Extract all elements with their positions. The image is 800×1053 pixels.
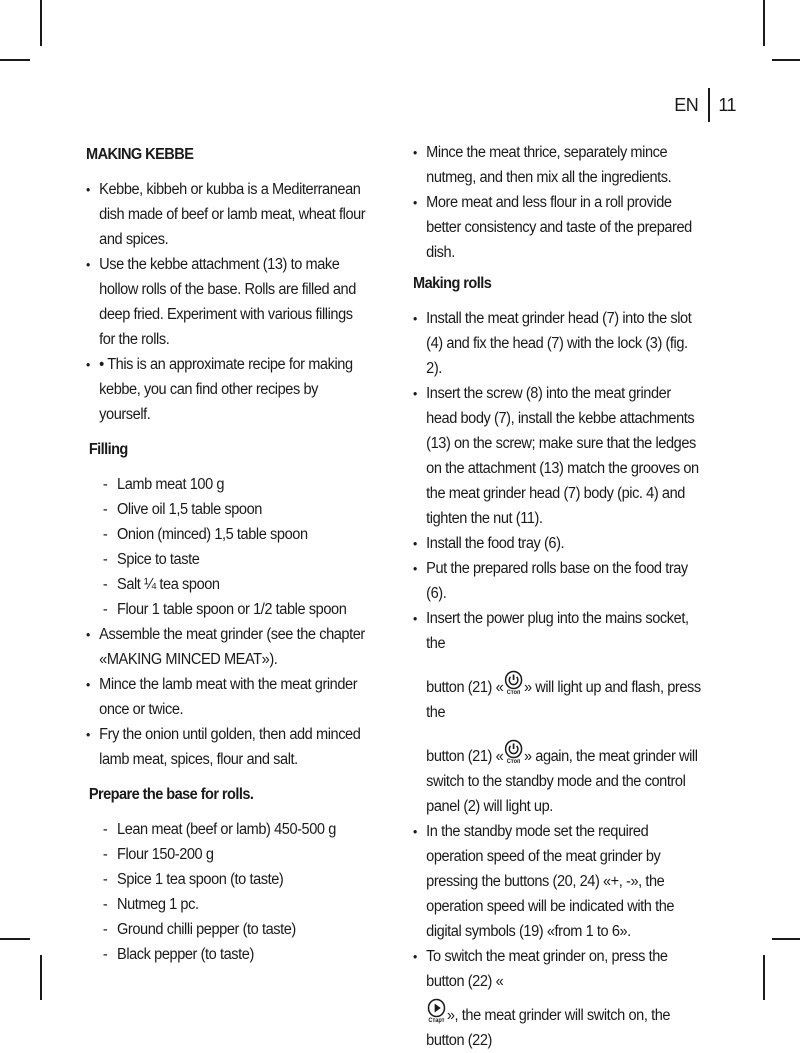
left-column bbox=[86, 140, 368, 967]
list-item: • Mince the lamb meat with the meat grinder once or twice. bbox=[86, 672, 368, 722]
instruction-text: To switch the meat grinder on, press the button (22) « bbox=[426, 948, 668, 990]
crop-mark bbox=[0, 59, 30, 61]
rolls-title: Making rolls bbox=[413, 275, 492, 292]
list-item: - Onion (minced) 1,5 table spoon bbox=[103, 522, 368, 547]
crop-mark bbox=[772, 59, 800, 61]
list-item: • Install the food tray (6). bbox=[413, 531, 703, 556]
start-button-icon bbox=[426, 998, 447, 1024]
list-item: - Spice to taste bbox=[103, 547, 368, 572]
start-button-caption: Старт bbox=[428, 1018, 445, 1024]
crop-mark bbox=[40, 0, 42, 46]
list-item: • • This is an approximate recipe for making kebbe, you can find other recipes by yourself. bbox=[86, 352, 368, 427]
list-item-text: Insert the power plug into the mains socket, the bbox=[426, 610, 689, 652]
list-item: • In the standby mode set the required operation speed of the meat grinder by pressing the buttons (20, 24) «+, -», the operation speed will be indicated with the digital symbols (19) «from 1 to 6». bbox=[413, 819, 703, 944]
page-number: 11 bbox=[718, 94, 736, 115]
power-button-icon bbox=[503, 670, 524, 696]
list-item bbox=[413, 944, 703, 1053]
list-item: • Fry the onion until golden, then add minced lamb meat, spices, flour and salt. bbox=[86, 722, 368, 772]
instruction-text: button (21) « bbox=[426, 679, 504, 696]
list-item: - Flour 150-200 g bbox=[103, 842, 368, 867]
crop-mark bbox=[0, 938, 30, 940]
steps-list bbox=[86, 622, 368, 772]
list-item: • Install the meat grinder head (7) into the slot (4) and fix the head (7) with the lock (3) (fig. 2). bbox=[413, 306, 703, 381]
page-header bbox=[674, 88, 736, 122]
list-item: • Put the prepared rolls base on the food tray (6). bbox=[413, 556, 703, 606]
list-item: • Assemble the meat grinder (see the chapter «MAKING MINCED MEAT»). bbox=[86, 622, 368, 672]
instruction-line bbox=[426, 656, 702, 725]
power-button-icon bbox=[503, 739, 524, 765]
power-button-caption: Стоп bbox=[506, 759, 521, 765]
list-item: • Use the kebbe attachment (13) to make hollow rolls of the base. Rolls are filled and deep fried. Experiment with various fillings for the rolls. bbox=[86, 252, 368, 352]
list-item: • Mince the meat thrice, separately mince nutmeg, and then mix all the ingredients. bbox=[413, 140, 703, 190]
instruction-text: », the meat grinder will switch on, the button (22) bbox=[426, 1007, 671, 1049]
header-divider bbox=[708, 88, 710, 122]
power-button-caption: Стоп bbox=[506, 690, 521, 696]
crop-mark bbox=[40, 955, 42, 1000]
list-item: • Kebbe, kibbeh or kubba is a Mediterranean dish made of beef or lamb meat, wheat flour and spices. bbox=[86, 177, 368, 252]
language-code: EN bbox=[674, 94, 699, 115]
list-item: - Nutmeg 1 pc. bbox=[103, 892, 368, 917]
list-item bbox=[413, 606, 703, 819]
mince-list bbox=[413, 140, 703, 265]
list-item: • Insert the screw (8) into the meat grinder head body (7), install the kebbe attachments (13) on the screw; make sure that the ledges on the attachment (13) match the grooves on the meat grinder head (7) body (pic. 4) and tighten the nut (11). bbox=[413, 381, 703, 531]
crop-mark bbox=[772, 938, 800, 940]
list-item: - Spice 1 tea spoon (to taste) bbox=[103, 867, 368, 892]
list-item: - Black pepper (to taste) bbox=[103, 942, 368, 967]
list-item: - Salt ¼ tea spoon bbox=[103, 572, 368, 597]
list-item: - Lamb meat 100 g bbox=[103, 472, 368, 497]
filling-title: Filling bbox=[88, 441, 128, 458]
crop-mark bbox=[763, 0, 765, 46]
crop-mark bbox=[763, 955, 765, 1000]
instruction-text: » again, the meat grinder will switch to the standby mode and the control panel (2) will light up. bbox=[426, 748, 698, 815]
section-title: MAKING KEBBE bbox=[86, 146, 194, 163]
instruction-line bbox=[426, 725, 702, 819]
rolls-list bbox=[413, 306, 703, 1053]
list-item: - Lean meat (beef or lamb) 450-500 g bbox=[103, 817, 368, 842]
filling-list bbox=[86, 472, 368, 622]
base-title: Prepare the base for rolls. bbox=[88, 786, 254, 803]
instruction-text: » will light up and flash, press the bbox=[426, 679, 701, 721]
list-item: - Flour 1 table spoon or 1/2 table spoon bbox=[103, 597, 368, 622]
base-list bbox=[86, 817, 368, 967]
right-column bbox=[413, 140, 703, 1053]
intro-list bbox=[86, 177, 368, 427]
list-item: - Ground chilli pepper (to taste) bbox=[103, 917, 368, 942]
list-item: • More meat and less flour in a roll provide better consistency and taste of the prepared dish. bbox=[413, 190, 703, 265]
instruction-text: button (21) « bbox=[426, 748, 504, 765]
list-item: - Olive oil 1,5 table spoon bbox=[103, 497, 368, 522]
